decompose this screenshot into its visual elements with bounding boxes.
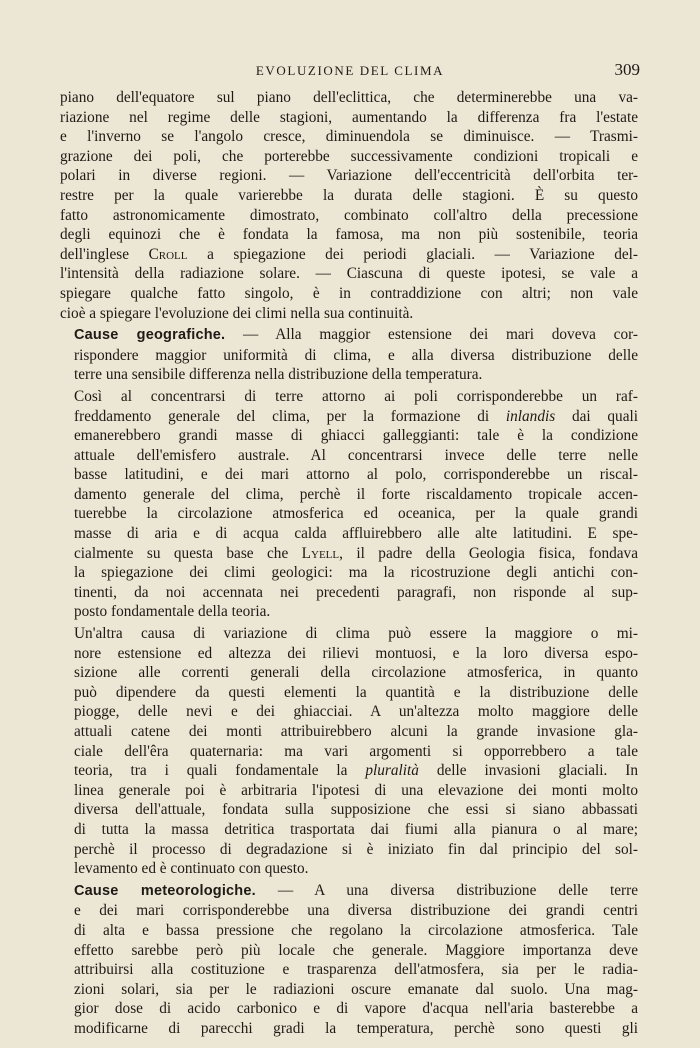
- text-line: la spiegazione dei climi geologici: ma la ricostruzione degli antichi con-: [74, 564, 638, 582]
- text-line: posto fondamentale della teoria.: [74, 603, 271, 621]
- text-line: Un'altra causa di variazione di clima può essere la maggiore o mi-: [74, 625, 638, 643]
- text-segment: — A una diversa distribuzione delle terre: [255, 881, 639, 899]
- text-segment: delle invasioni glaciali. In: [418, 762, 638, 780]
- text-line: piano dell'equatore sul piano dell'eclittica, che determinerebbe una va-: [60, 89, 638, 106]
- text-line: spiegare qualche fatto singolo, è in contraddizione con altri; non vale: [60, 284, 638, 302]
- section-heading: Cause geografiche.: [74, 327, 226, 344]
- text-segment: teoria, tra i quali fondamentale la: [74, 762, 366, 780]
- text-line: terre una sensibile differenza nella distribuzione della temperatura.: [74, 366, 483, 384]
- text-line: perchè il processo di degradazione si è iniziato fin dal principio del sol-: [74, 840, 638, 858]
- text-segment: cialmente su questa base che: [74, 544, 302, 562]
- author-name-croll: Croll: [148, 245, 188, 263]
- text-line: polari in diverse regioni. — Variazione dell'eccentricità dell'orbita ter-: [60, 167, 638, 185]
- author-name-lyell: Lyell: [301, 544, 340, 562]
- text-line: l'intensità della radiazione solare. — Ciascuna di queste ipotesi, se vale a: [60, 265, 638, 283]
- text-line: può dipendere da questi elementi la quantità e la distribuzione delle: [74, 683, 638, 701]
- text-line: attuali catene dei monti attribuirebbero alcuni la grande invasione gla-: [74, 723, 638, 740]
- text-line: e l'inverno se l'angolo cresce, diminuendola se diminuisce. — Trasmi-: [60, 128, 638, 146]
- text-line: attuale dell'emisfero australe. Al concentrarsi invece delle terre nelle: [74, 446, 638, 464]
- text-line: degli equinozi che è fondata la famosa, ma non più sostenibile, teoria: [60, 226, 638, 244]
- text-line: riazione nel regime delle stagioni, aumentando la differenza fra l'estate: [60, 108, 638, 126]
- text-line: Così al concentrarsi di terre attorno ai poli corrisponderebbe un raf-: [74, 387, 638, 405]
- text-line: modificarne di parecchi gradi la temperatura, perchè sono questi gli: [74, 1019, 638, 1037]
- text-line: effetto sarebbe però più locale che generale. Maggiore importanza deve: [74, 941, 638, 959]
- text-segment: freddamento generale del clima, per la formazione di: [74, 407, 506, 425]
- text-line: masse di aria e di acqua calda affluirebbero alle alte latitudini. E spe-: [74, 525, 638, 543]
- paragraph-1: [60, 88, 638, 323]
- text-segment: , il padre della Geologia fisica, fondava: [339, 544, 638, 562]
- running-title: EVOLUZIONE DEL CLIMA: [255, 63, 445, 78]
- text-line: levamento ed è continuato con questo.: [74, 860, 309, 878]
- text-line: sizione alle correnti generali della circolazione atmosferica, in quanto: [74, 664, 638, 682]
- text-line: grazione dei poli, che porterebbe successivamente condizioni tropicali e: [60, 147, 638, 165]
- text-line: fatto astronomicamente dimostrato, combinato coll'altro della precessione: [60, 206, 638, 224]
- section-heading: Cause meteorologiche.: [74, 882, 256, 899]
- text-line: attribuirsi alla costituzione e trasparenza dell'atmosfera, sia per le radia-: [74, 961, 638, 979]
- text-line: piogge, delle nevi e dei ghiacciai. A un'altezza molto maggiore delle: [74, 703, 638, 721]
- text-line: emanerebbero grandi masse di ghiacci galleggianti: tale è la condizione: [74, 427, 638, 445]
- text-line: [60, 544, 638, 564]
- page-header: [60, 60, 640, 82]
- text-line: [60, 761, 638, 781]
- text-segment: — Alla maggior estensione dei mari doveva cor-: [225, 326, 638, 344]
- text-line: zioni solari, sia per le radiazioni oscure emanate dal suolo. Una mag-: [74, 980, 638, 998]
- text-line: nore estensione ed altezza dei rilievi montuosi, e la loro diversa espo-: [74, 644, 638, 662]
- text-line: cioè a spiegare l'evoluzione dei climi nella sua continuità.: [60, 304, 414, 322]
- text-line: linea generale poi è arbitraria l'ipotesi di una elevazione dei monti molto: [74, 781, 638, 799]
- text-segment: dai quali: [555, 407, 638, 425]
- text-line: damento generale del clima, perchè il forte riscaldamento tropicale accen-: [74, 485, 638, 503]
- paragraph-cause-meteorologiche: [60, 881, 638, 1039]
- text-line: tinenti, da noi accennata nei precedenti paragrafi, non risponde al sup-: [74, 583, 638, 601]
- italic-term: inlandis: [505, 407, 556, 425]
- text-line: gior dose di acido carbonico e di vapore d'acqua nell'aria basterebbe a: [74, 1000, 638, 1018]
- paragraph-3: [60, 387, 638, 622]
- text-line: restre per la quale varierebbe la durata delle stagioni. È su questo: [60, 186, 638, 204]
- body-text: [60, 88, 638, 1039]
- paragraph-4: [60, 624, 638, 879]
- text-line: ciale dell'êra quaternaria: ma vari argomenti si opporrebbero a tale: [74, 742, 638, 760]
- text-line: [60, 407, 638, 427]
- text-line: e dei mari corrisponderebbe una diversa distribuzione dei grandi centri: [74, 902, 638, 920]
- text-line: [60, 245, 638, 265]
- text-segment: dell'inglese: [60, 245, 149, 263]
- text-line: basse latitudini, e dei mari attorno al polo, corrisponderebbe un riscal-: [74, 466, 638, 484]
- text-line: [60, 881, 638, 902]
- paragraph-cause-geografiche: [60, 325, 638, 385]
- italic-term: pluralità: [365, 762, 419, 780]
- text-line: di tutta la massa detritica trasportata dai fiumi alla pianura o al mare;: [74, 820, 638, 838]
- text-line: rispondere maggior uniformità di clima, e alla diversa distribuzione delle: [74, 346, 638, 364]
- text-line: diversa dell'attuale, fondata sulla supposizione che essi si siano abbassati: [74, 801, 638, 819]
- text-line: [60, 325, 638, 346]
- page-number: 309: [614, 60, 640, 79]
- text-line: di alta e bassa pressione che regolano la circolazione atmosferica. Tale: [74, 921, 638, 939]
- text-line: tuerebbe la circolazione atmosferica ed oceanica, per la quale grandi: [74, 505, 638, 523]
- text-segment: a spiegazione dei periodi glaciali. — Variazione del-: [187, 245, 638, 263]
